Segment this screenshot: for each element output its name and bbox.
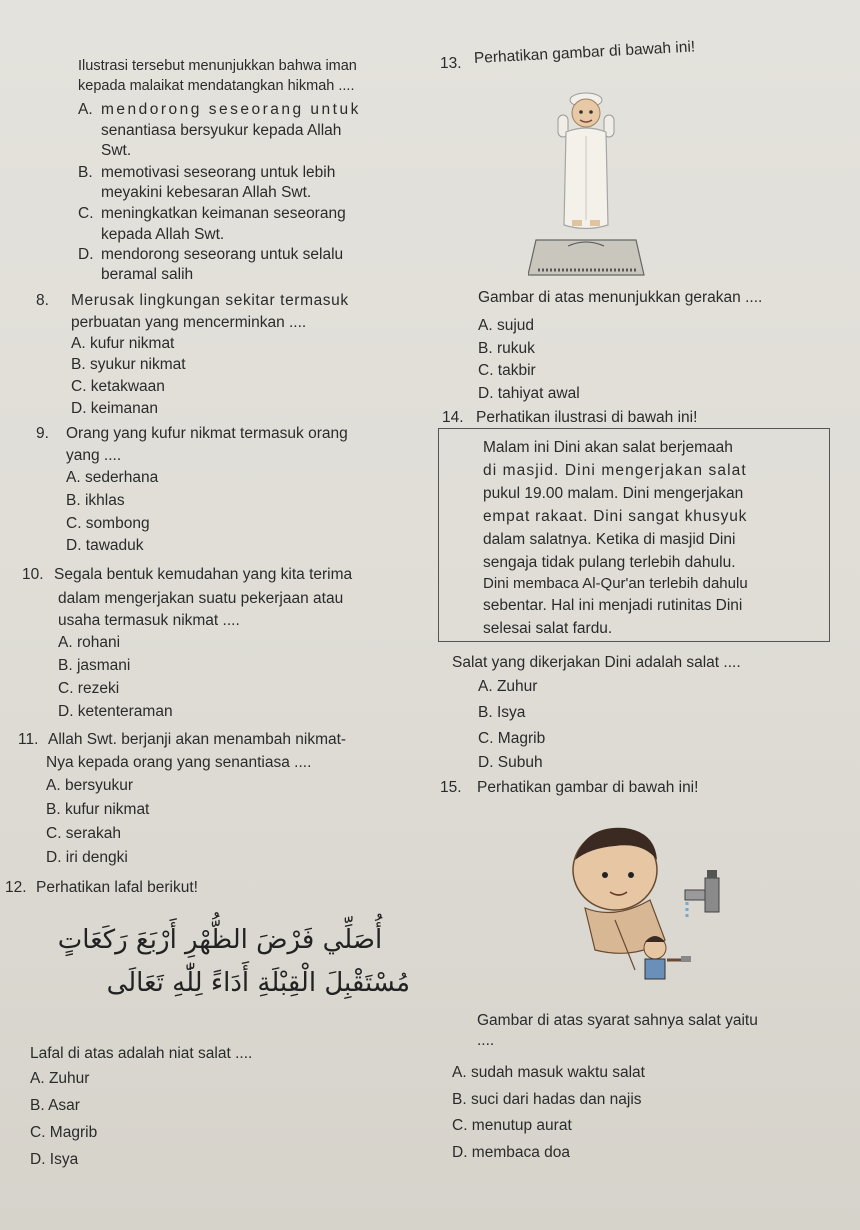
q12-option-b[interactable]: B. Asar xyxy=(30,1097,80,1114)
q7-option-c-line2: kepada Allah Swt. xyxy=(101,226,225,243)
q10-stem-line1: Segala bentuk kemudahan yang kita terima xyxy=(54,566,353,583)
q14-box-line8: sebentar. Hal ini menjadi rutinitas Dini xyxy=(483,597,743,614)
q7-option-d-line1[interactable]: mendorong seseorang untuk selalu xyxy=(101,246,344,263)
q9-stem-line1: Orang yang kufur nikmat termasuk orang xyxy=(66,425,348,442)
q9-option-c[interactable]: C. sombong xyxy=(66,515,150,532)
q8-number: 8. xyxy=(36,292,49,309)
q11-number: 11. xyxy=(18,731,39,748)
q14-box-line4: empat rakaat. Dini sangat khusyuk xyxy=(483,508,748,525)
q11-option-a[interactable]: A. bersyukur xyxy=(46,777,134,794)
q13-option-d[interactable]: D. tahiyat awal xyxy=(478,385,580,402)
q12-option-c[interactable]: C. Magrib xyxy=(30,1124,98,1141)
q7-option-d-line2: beramal salih xyxy=(101,266,194,283)
q7-option-c-letter[interactable]: C. xyxy=(78,205,94,222)
q11-stem-line1: Allah Swt. berjanji akan menambah nikmat- xyxy=(48,731,347,748)
q11-option-b[interactable]: B. kufur nikmat xyxy=(46,801,150,818)
q13-option-b[interactable]: B. rukuk xyxy=(478,340,535,357)
q14-stem: Perhatikan ilustrasi di bawah ini! xyxy=(476,409,698,426)
q10-option-d[interactable]: D. ketenteraman xyxy=(58,703,173,720)
q8-option-c[interactable]: C. ketakwaan xyxy=(71,378,165,395)
q15-ellipsis: .... xyxy=(477,1032,495,1049)
q10-stem-line3: usaha termasuk nikmat .... xyxy=(58,612,240,629)
q10-option-b[interactable]: B. jasmani xyxy=(58,657,131,674)
q15-option-b[interactable]: B. suci dari hadas dan najis xyxy=(452,1091,642,1108)
q12-number: 12. xyxy=(5,879,27,896)
q8-option-a[interactable]: A. kufur nikmat xyxy=(71,335,175,352)
q9-option-a[interactable]: A. sederhana xyxy=(66,469,159,486)
q15-option-c[interactable]: C. menutup aurat xyxy=(452,1117,572,1134)
q9-option-d[interactable]: D. tawaduk xyxy=(66,537,144,554)
q14-box-line2: di masjid. Dini mengerjakan salat xyxy=(483,462,747,479)
q12-arabic-line2: مُسْتَقْبِلَ الْقِبْلَةِ أَدَاءً لِلّٰهِ تَعَالَى xyxy=(106,968,410,998)
q15-stem: Perhatikan gambar di bawah ini! xyxy=(477,779,699,796)
q7-option-d-letter[interactable]: D. xyxy=(78,246,94,263)
q12-arabic-line1: أُصَلِّي فَرْضَ الظُّهْرِ أَرْبَعَ رَكَعَاتٍ xyxy=(57,925,383,955)
wudu-illustration xyxy=(555,820,740,985)
q12-stem: Perhatikan lafal berikut! xyxy=(36,879,198,896)
q7-option-b-line2: meyakini kebesaran Allah Swt. xyxy=(101,184,312,201)
q13-number: 13. xyxy=(440,55,462,72)
q14-number: 14. xyxy=(442,409,464,426)
q9-number: 9. xyxy=(36,425,49,442)
q10-stem-line2: dalam mengerjakan suatu pekerjaan atau xyxy=(58,590,344,607)
q10-option-c[interactable]: C. rezeki xyxy=(58,680,120,697)
q9-option-b[interactable]: B. ikhlas xyxy=(66,492,125,509)
q13-option-a[interactable]: A. sujud xyxy=(478,317,535,334)
q7-option-a-line2: senantiasa bersyukur kepada Allah xyxy=(101,122,342,139)
q7-option-b-letter[interactable]: B. xyxy=(78,164,93,181)
q7-stem-line1: Ilustrasi tersebut menunjukkan bahwa iman xyxy=(78,58,357,74)
q14-story-box xyxy=(438,428,830,642)
q14-question: Salat yang dikerjakan Dini adalah salat .... xyxy=(452,654,741,671)
q12-option-d[interactable]: D. Isya xyxy=(30,1151,79,1168)
q14-option-c[interactable]: C. Magrib xyxy=(478,730,546,747)
q7-option-a-letter[interactable]: A. xyxy=(78,101,93,118)
q14-box-line9: selesai salat fardu. xyxy=(483,620,613,637)
q8-stem-line2: perbuatan yang mencerminkan .... xyxy=(71,314,307,331)
q10-number: 10. xyxy=(22,566,44,583)
q7-option-a-line1[interactable]: mendorong seseorang untuk xyxy=(101,101,361,118)
q14-box-line3: pukul 19.00 malam. Dini mengerjakan xyxy=(483,485,744,502)
q7-option-a-line3: Swt. xyxy=(101,142,132,159)
q14-box-line7: Dini membaca Al-Qur'an terlebih dahulu xyxy=(483,575,748,592)
q14-box-line5: dalam salatnya. Ketika di masjid Dini xyxy=(483,531,736,548)
q8-option-d[interactable]: D. keimanan xyxy=(71,400,159,417)
q8-stem-line1: Merusak lingkungan sekitar termasuk xyxy=(71,292,349,309)
q15-option-d[interactable]: D. membaca doa xyxy=(452,1144,571,1161)
q13-option-c[interactable]: C. takbir xyxy=(478,362,536,379)
q13-stem: Perhatikan gambar di bawah ini! xyxy=(473,38,696,67)
q15-option-a[interactable]: A. sudah masuk waktu salat xyxy=(452,1064,645,1081)
q14-box-line1: Malam ini Dini akan salat berjemaah xyxy=(483,439,733,456)
q12-option-a[interactable]: A. Zuhur xyxy=(30,1070,90,1087)
q14-option-d[interactable]: D. Subuh xyxy=(478,754,543,771)
q13-caption: Gambar di atas menunjukkan gerakan .... xyxy=(478,289,763,306)
q9-stem-line2: yang .... xyxy=(66,447,122,464)
q11-option-d[interactable]: D. iri dengki xyxy=(46,849,128,866)
q7-option-b-line1[interactable]: memotivasi seseorang untuk lebih xyxy=(101,164,336,181)
q15-number: 15. xyxy=(440,779,462,796)
q14-option-b[interactable]: B. Isya xyxy=(478,704,526,721)
q15-caption: Gambar di atas syarat sahnya salat yaitu xyxy=(477,1012,758,1029)
prayer-takbir-illustration xyxy=(528,80,648,280)
q7-stem-line2: kepada malaikat mendatangkan hikmah .... xyxy=(78,78,355,94)
q14-box-line6: sengaja tidak pulang terlebih dahulu. xyxy=(483,554,736,571)
q12-question: Lafal di atas adalah niat salat .... xyxy=(30,1045,253,1062)
q11-stem-line2: Nya kepada orang yang senantiasa .... xyxy=(46,754,312,771)
q14-option-a[interactable]: A. Zuhur xyxy=(478,678,538,695)
q8-option-b[interactable]: B. syukur nikmat xyxy=(71,356,186,373)
q10-option-a[interactable]: A. rohani xyxy=(58,634,121,651)
q11-option-c[interactable]: C. serakah xyxy=(46,825,121,842)
q7-option-c-line1[interactable]: meningkatkan keimanan seseorang xyxy=(101,205,346,222)
